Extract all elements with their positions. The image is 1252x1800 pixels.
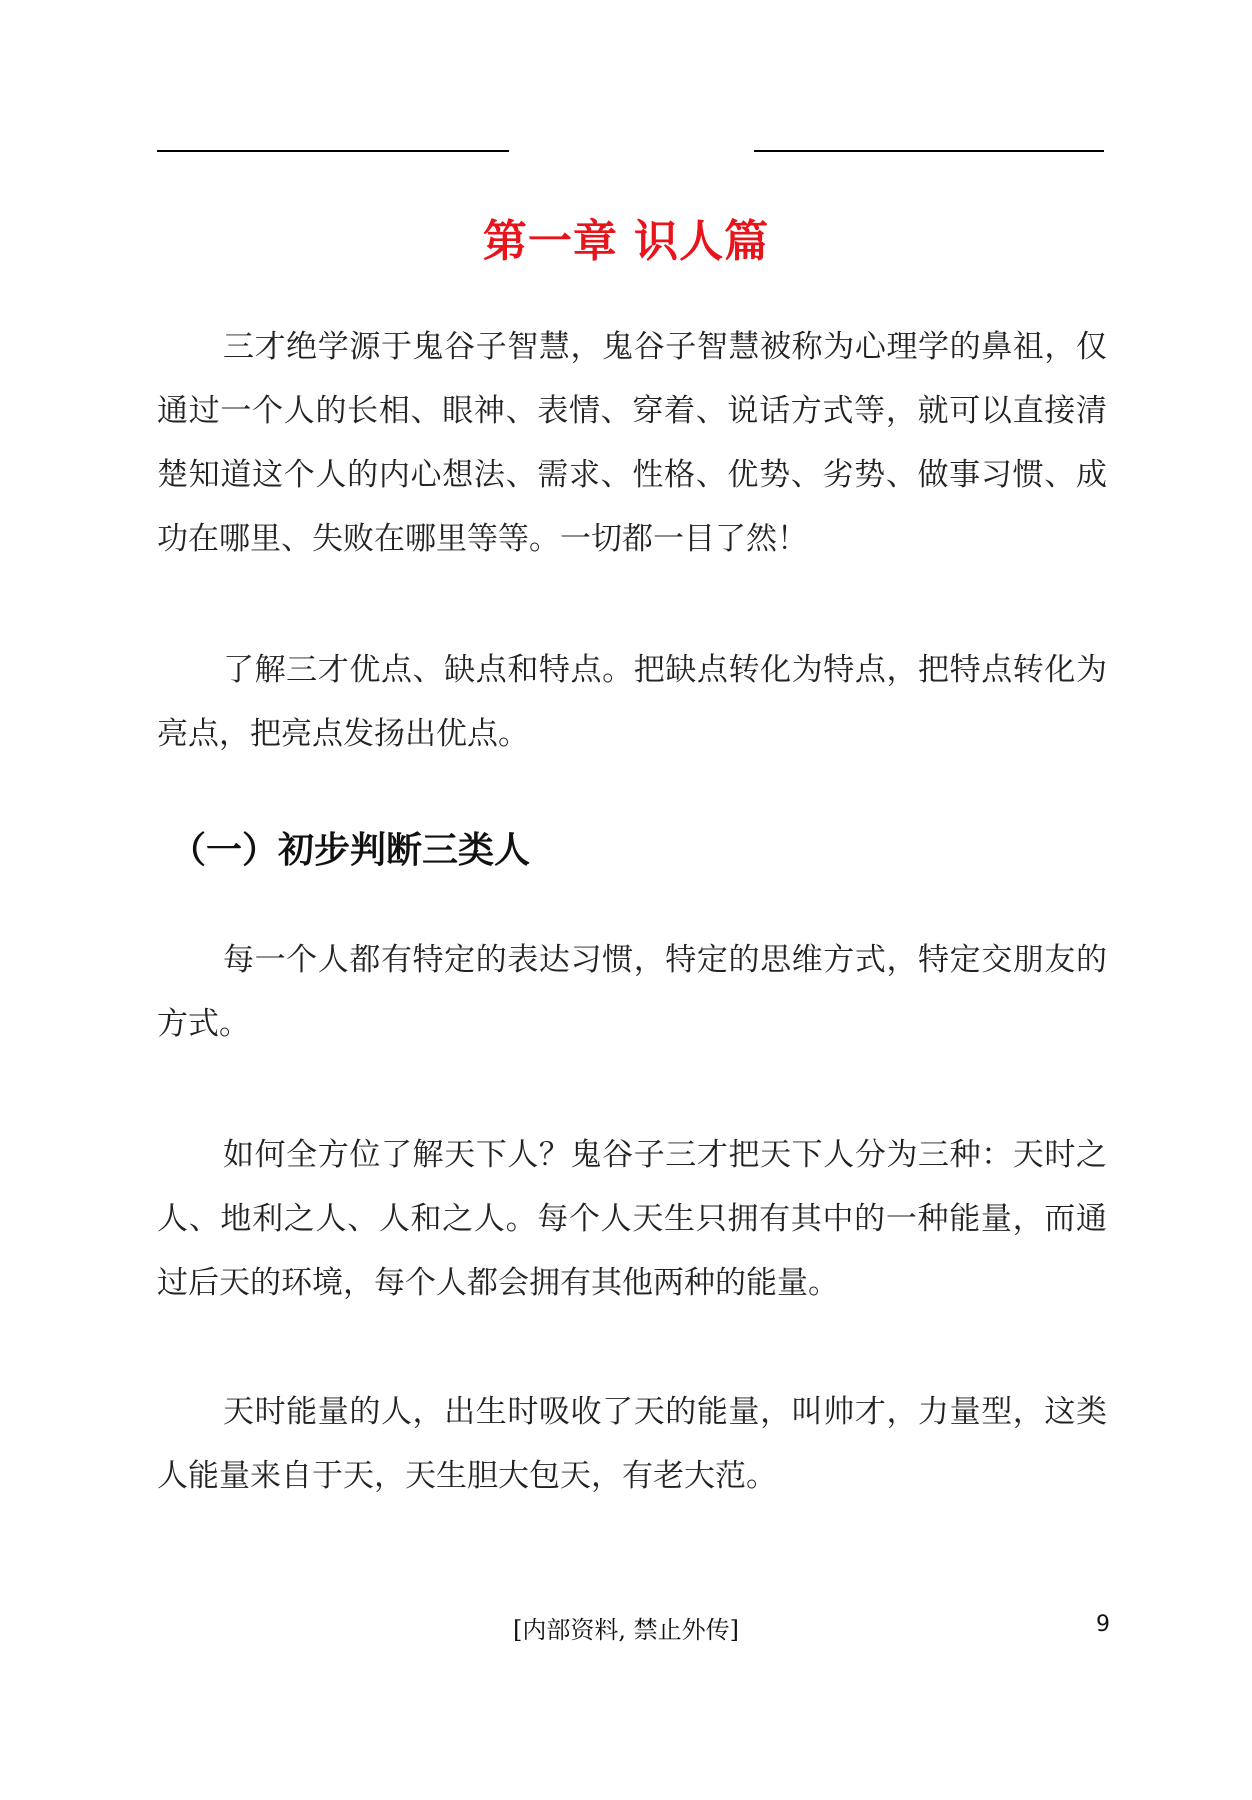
chapter-title: 第一章 识人篇 xyxy=(482,216,770,267)
footer-notice: [内部资料, 禁止外传] xyxy=(513,1616,739,1644)
intro-paragraph: 三才绝学源于鬼谷子智慧，鬼谷子智慧被称为心理学的鼻祖，仅通过一个人的长相、眼神、表情、穿着、说话方式等，就可以直接清楚知道这个人的内心想法、需求、性格、优势、劣势、做事习惯、成功在哪里、失败在哪里等等。一切都一目了然！ xyxy=(157,329,1107,557)
header-rule-left xyxy=(157,150,509,152)
section-paragraph-3: 天时能量的人，出生时吸收了天的能量，叫帅才，力量型，这类人能量来自于天，天生胆大包天，有老大范。 xyxy=(157,1394,1107,1494)
section-paragraph-1: 每一个人都有特定的表达习惯，特定的思维方式，特定交朋友的方式。 xyxy=(157,942,1107,1042)
understand-paragraph: 了解三才优点、缺点和特点。把缺点转化为特点，把特点转化为亮点，把亮点发扬出优点。 xyxy=(157,652,1107,752)
section-heading: （一）初步判断三类人 xyxy=(170,830,531,871)
section-paragraph-2: 如何全方位了解天下人？鬼谷子三才把天下人分为三种：天时之人、地利之人、人和之人。每个人天生只拥有其中的一种能量，而通过后天的环境，每个人都会拥有其他两种的能量。 xyxy=(157,1137,1107,1301)
page-number: 9 xyxy=(1096,1612,1110,1637)
header-rule-right xyxy=(754,150,1104,152)
